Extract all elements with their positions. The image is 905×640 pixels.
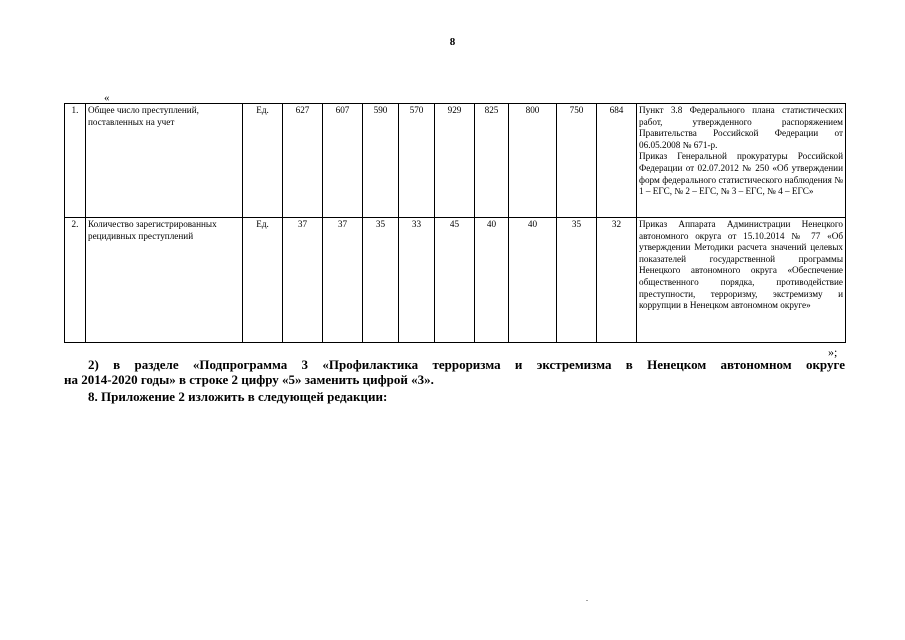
unit-cell: Ед. xyxy=(243,218,283,343)
value-cell: 825 xyxy=(475,104,509,218)
source-cell xyxy=(637,104,846,218)
paragraph-line-2: на 2014-2020 годы» в строке 2 цифру «5» заменить цифрой «3». xyxy=(64,372,434,387)
value-cell: 37 xyxy=(283,218,323,343)
source-paragraph: Приказ Генеральной прокуратуры Российской Федерации от 02.07.2012 № 250 «Об утверждении форм федерального статистического наблюдения № 1 – ЕГС, № 2 – ЕГС, № 3 – ЕГС, № 4 – ЕГС» xyxy=(639,151,843,197)
opening-quote: « xyxy=(104,92,110,104)
stray-mark: . xyxy=(586,594,588,603)
source-paragraph: Приказ Аппарата Администрации Ненецкого автономного округа от 15.10.2014 № 77 «Об утверждении Методики расчета значений целевых показателей государственной программы Ненецкого автономного округа «Обеспечение общественного порядка, противодействие преступности, терроризму, экстремизму и коррупции в Ненецком автономном округе» xyxy=(639,219,843,311)
indicator-name: Общее число преступлений, поставленных на учет xyxy=(86,104,243,218)
source-cell xyxy=(637,218,846,343)
value-cell: 627 xyxy=(283,104,323,218)
indicator-name: Количество зарегистрированных рецидивных преступлений xyxy=(86,218,243,343)
closing-quote: »; xyxy=(828,345,838,359)
value-cell: 45 xyxy=(435,218,475,343)
value-cell: 33 xyxy=(399,218,435,343)
value-cell: 590 xyxy=(363,104,399,218)
source-paragraph: Пункт 3.8 Федерального плана статистических работ, утвержденного распоряжением Правительства Российской Федерации от 06.05.2008 № 671-р. xyxy=(639,105,843,150)
paragraph-line-1: 2) в разделе «Подпрограмма 3 «Профилактика терроризма и экстремизма в Ненецком автономном округе xyxy=(88,357,845,372)
value-cell: 35 xyxy=(557,218,597,343)
value-cell: 32 xyxy=(597,218,637,343)
value-cell: 800 xyxy=(509,104,557,218)
table-row xyxy=(65,218,846,343)
value-cell: 929 xyxy=(435,104,475,218)
value-cell: 684 xyxy=(597,104,637,218)
unit-cell: Ед. xyxy=(243,104,283,218)
page-number: 8 xyxy=(449,36,456,48)
value-cell: 750 xyxy=(557,104,597,218)
value-cell: 35 xyxy=(363,218,399,343)
value-cell: 40 xyxy=(509,218,557,343)
value-cell: 37 xyxy=(323,218,363,343)
row-number: 1. xyxy=(65,104,86,218)
value-cell: 40 xyxy=(475,218,509,343)
indicators-table xyxy=(64,103,846,343)
row-number: 2. xyxy=(65,218,86,343)
value-cell: 607 xyxy=(323,104,363,218)
paragraph-amendment-8: 8. Приложение 2 изложить в следующей редакции: xyxy=(88,389,388,404)
paragraph-amendment-2 xyxy=(64,357,845,387)
table-row xyxy=(65,104,846,218)
value-cell: 570 xyxy=(399,104,435,218)
